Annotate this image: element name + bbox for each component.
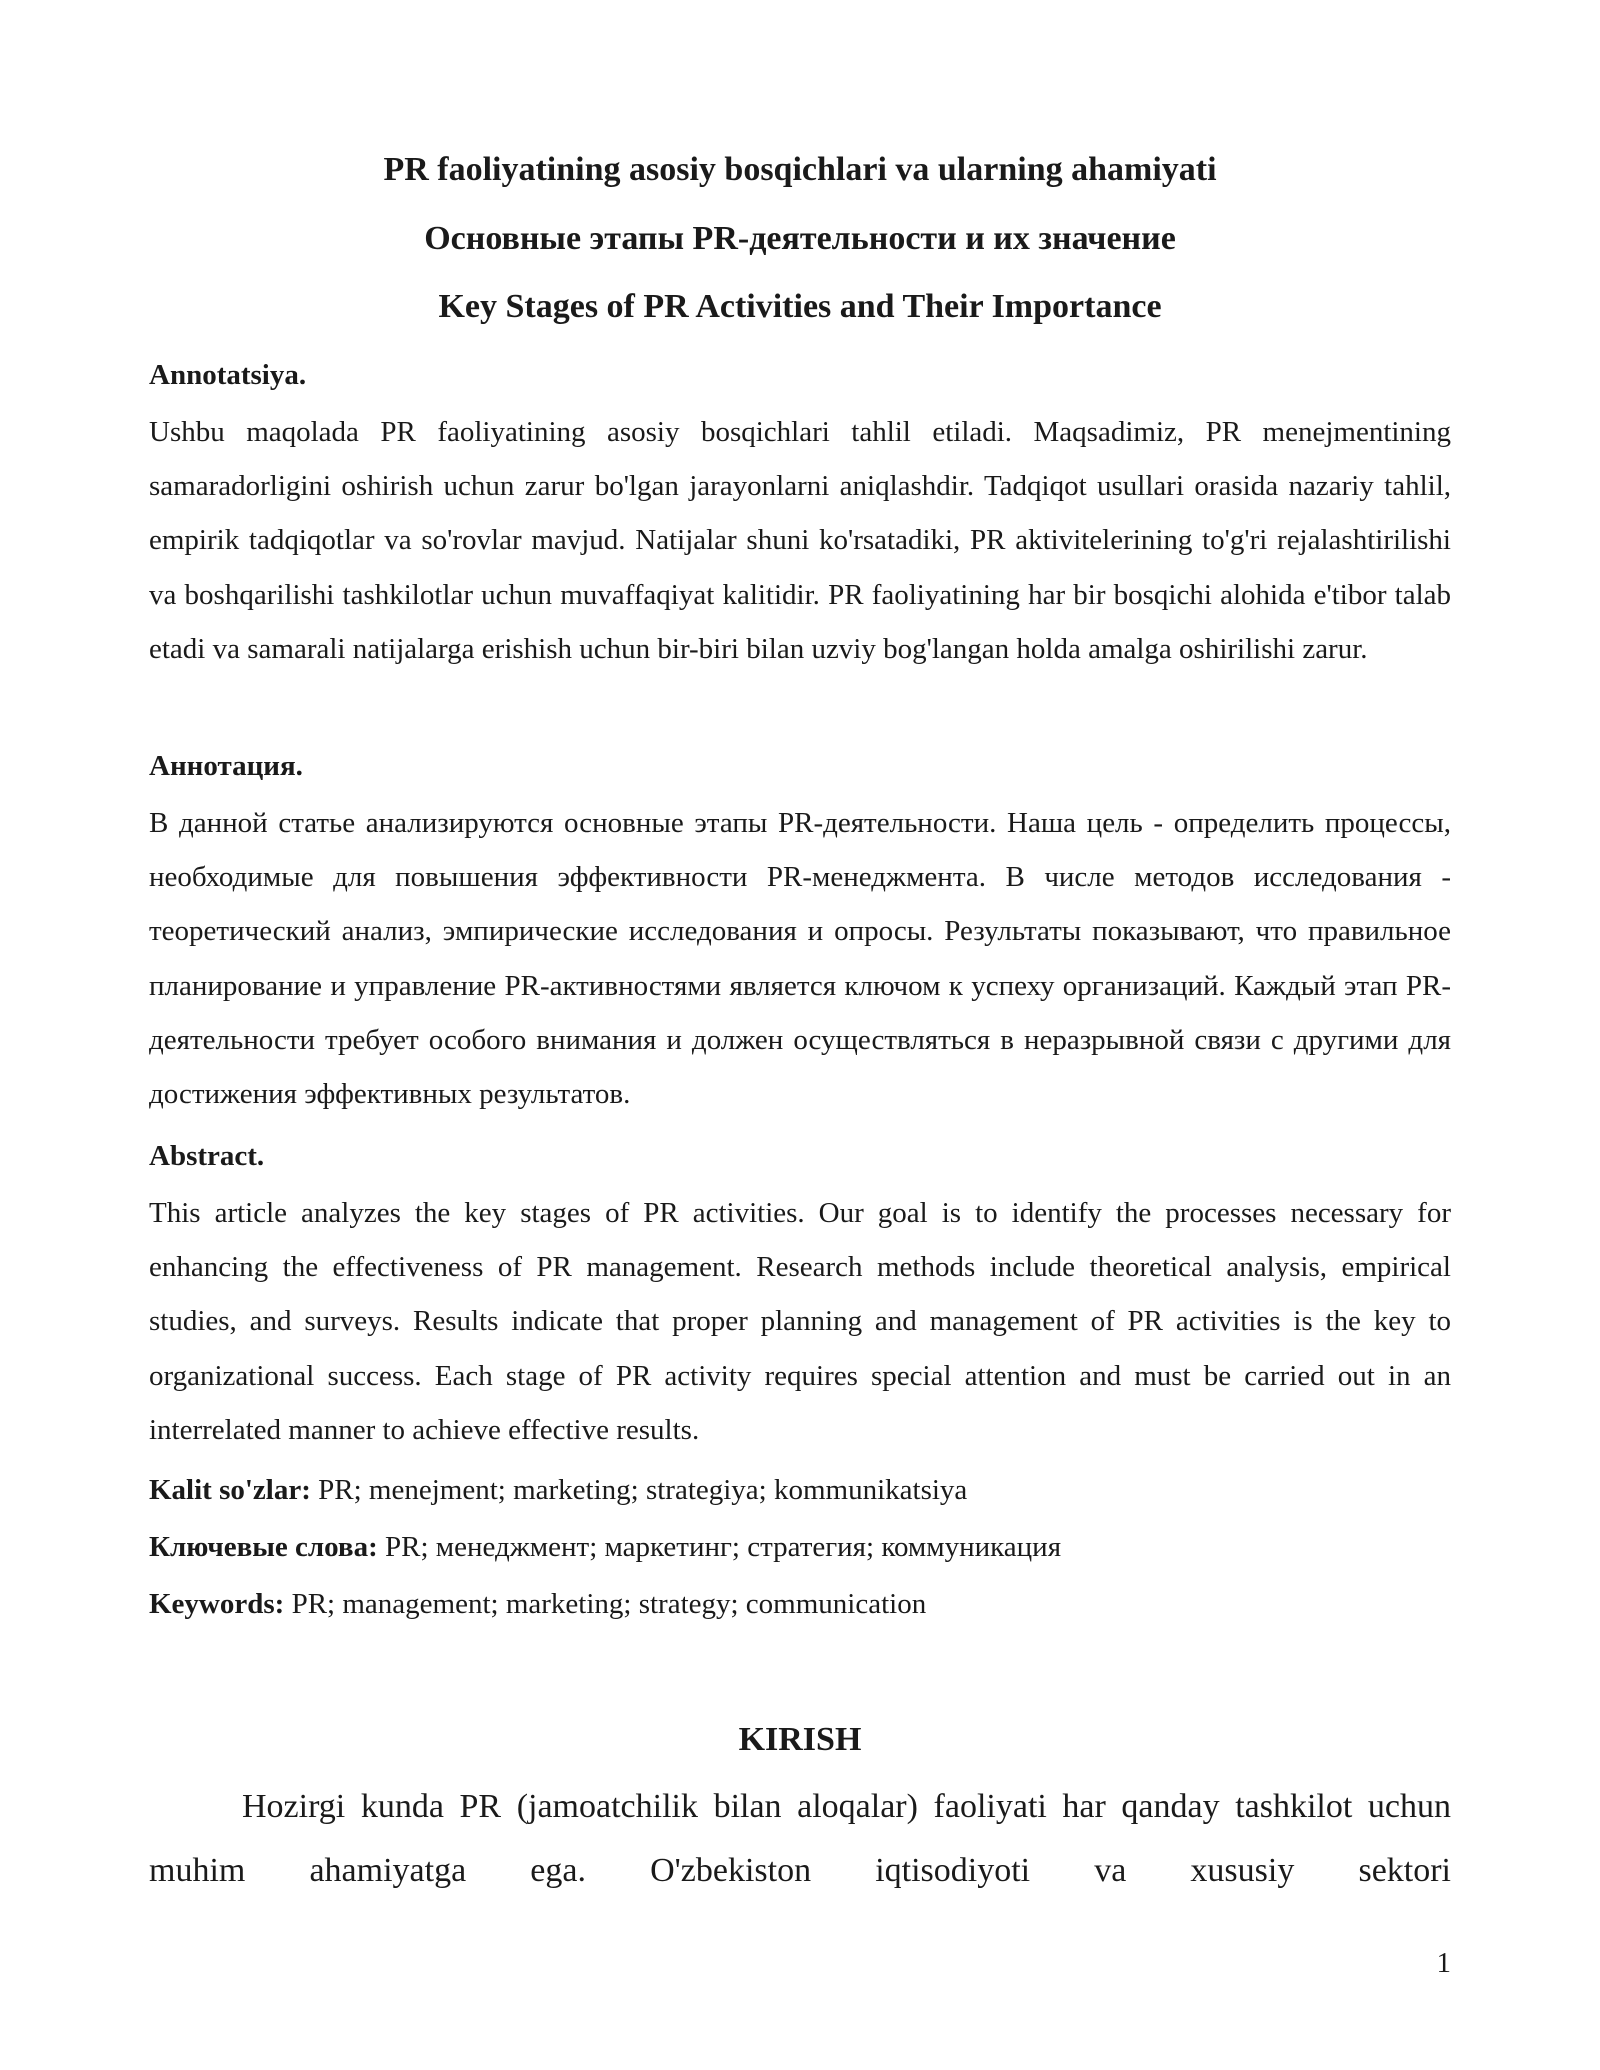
abstract-en-text: This article analyzes the key stages of PR activities. Our goal is to identify the processes necessary for enhancing the effectiveness of PR management. Research methods include theoretical analysis, empirical studies, and surveys. Results indicate that proper planning and management of PR activities is the key to organizational success. Each stage of PR activity requires special attention and must be carried out in an interrelated manner to achieve effective results. [149, 1197, 1451, 1446]
page-number: 1 [1436, 1947, 1451, 1979]
title-en: Key Stages of PR Activities and Their Importance [438, 288, 1162, 325]
keywords-uz-label: Kalit so'zlar: [149, 1474, 311, 1506]
keywords-ru-value: PR; менеджмент; маркетинг; стратегия; коммуникация [385, 1531, 1062, 1563]
intro-text: Hozirgi kunda PR (jamoatchilik bilan aloqalar) faoliyati har qanday tashkilot uchun muhim ahamiyatga ega. O'zbekiston iqtisodiyoti va xususiy sektori [149, 1788, 1451, 1889]
keywords-uz [149, 1472, 1451, 1508]
title-ru: Основные этапы PR-деятельности и их значение [424, 220, 1176, 257]
keywords-en-label: Keywords: [149, 1588, 285, 1620]
keywords-en-value: PR; management; marketing; strategy; communication [291, 1588, 927, 1620]
annotation-ru-text: В данной статье анализируются основные этапы PR-деятельности. Наша цель - определить процессы, необходимые для повышения эффективности PR-менеджмента. В числе методов исследования - теоретический анализ, эмпирические исследования и опросы. Результаты показывают, что правильное планирование и управление PR-активностями является ключом к успеху организаций. Каждый этап PR-деятельности требует особого внимания и должен осуществляться в неразрывной связи с другими для достижения эффективных результатов. [149, 807, 1451, 1111]
abstract-en-heading: Abstract. [149, 1140, 265, 1172]
keywords-uz-value: PR; menejment; marketing; strategiya; kommunikatsiya [318, 1474, 968, 1506]
keywords-ru [149, 1529, 1451, 1565]
annotation-ru-heading: Аннотация. [149, 750, 303, 782]
section-heading-intro: KIRISH [738, 1721, 862, 1758]
title-uz: PR faoliyatining asosiy bosqichlari va ularning ahamiyati [383, 151, 1217, 188]
annotation-uz-heading: Annotatsiya. [149, 359, 307, 391]
keywords-en [149, 1586, 1451, 1622]
keywords-ru-label: Ключевые слова: [149, 1531, 378, 1563]
annotation-uz-text: Ushbu maqolada PR faoliyatining asosiy bosqichlari tahlil etiladi. Maqsadimiz, PR menejmentining samaradorligini oshirish uchun zarur bo'lgan jarayonlarni aniqlashdir. Tadqiqot usullari orasida nazariy tahlil, empirik tadqiqotlar va so'rovlar mavjud. Natijalar shuni ko'rsatadiki, PR aktivitelerining to'g'ri rejalashtirilishi va boshqarilishi tashkilotlar uchun muvaffaqiyat kalitidir. PR faoliyatining har bir bosqichi alohida e'tibor talab etadi va samarali natijalarga erishish uchun bir-biri bilan uzviy bog'langan holda amalga oshirilishi zarur. [149, 416, 1451, 665]
